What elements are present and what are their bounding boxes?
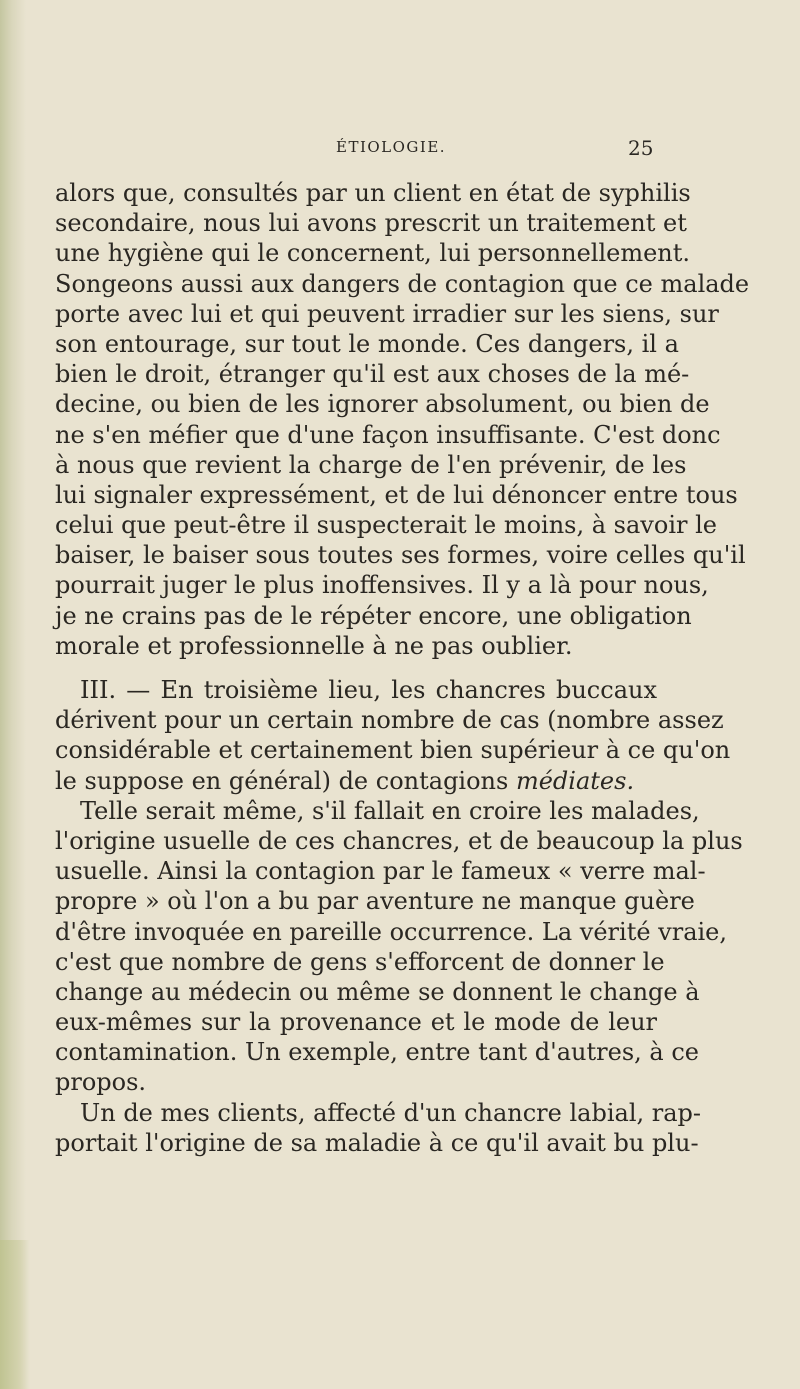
page-edge-shadow	[0, 0, 26, 1389]
body-text	[55, 178, 750, 1158]
text-line: alors que, consultés par un client en état de syphilis	[55, 179, 691, 207]
text-line: porte avec lui et qui peuvent irradier sur les siens, sur	[55, 299, 719, 328]
page-number: 25	[628, 136, 654, 160]
text-line: à nous que revient la charge de l'en prévenir, de les	[55, 450, 687, 479]
text-line: eux-mêmes sur la provenance et le mode de leur	[55, 1008, 657, 1037]
paragraph-4	[55, 1098, 701, 1158]
text-line: contamination. Un exemple, entre tant d'autres, à ce	[55, 1038, 699, 1067]
text-line: ne s'en méfier que d'une façon insuffisante. C'est donc	[55, 420, 721, 449]
text-line: morale et professionnelle à ne pas oublier.	[55, 631, 573, 660]
running-head: ÉTIOLOGIE.	[336, 138, 447, 156]
text-line: son entourage, sur tout le monde. Ces dangers, il a	[55, 329, 679, 358]
text-segment: le suppose en général) de contagions	[55, 766, 509, 795]
paragraph-1	[55, 178, 750, 661]
italic-term: médiates.	[515, 766, 635, 795]
text-line: change au médecin ou même se donnent le change à	[55, 977, 700, 1006]
text-line: pourrait juger le plus inoffensives. Il y a là pour nous,	[55, 571, 709, 600]
text-line: secondaire, nous lui avons prescrit un traitement et	[55, 209, 687, 238]
text-line: une hygiène qui le concernent, lui personnellement.	[55, 239, 691, 268]
text-line: decine, ou bien de les ignorer absolument, ou bien de	[55, 390, 710, 419]
text-line: III. — En troisième lieu, les chancres buccaux	[80, 676, 657, 704]
text-line: bien le droit, étranger qu'il est aux choses de la mé-	[55, 360, 690, 389]
text-line: baiser, le baiser sous toutes ses formes, voire celles qu'il	[55, 541, 746, 570]
text-line: dérivent pour un certain nombre de cas (nombre assez	[55, 706, 724, 735]
paragraph-2	[55, 675, 731, 796]
page-header	[0, 138, 800, 166]
text-line: je ne crains pas de le répéter encore, une obligation	[55, 601, 692, 630]
text-line: Songeons aussi aux dangers de contagion que ce malade	[55, 269, 750, 298]
text-line: l'origine usuelle de ces chancres, et de beaucoup la plus	[55, 826, 743, 855]
text-line: propre » où l'on a bu par aventure ne manque guère	[55, 887, 695, 916]
paragraph-3	[55, 796, 743, 1098]
text-line: celui que peut-être il suspecterait le moins, à savoir le	[55, 511, 717, 540]
text-line-with-italic	[55, 766, 657, 796]
text-line: usuelle. Ainsi la contagion par le fameux « verre mal-	[55, 857, 706, 886]
text-line: propos.	[55, 1068, 147, 1097]
text-line: d'être invoquée en pareille occurrence. La vérité vraie,	[55, 917, 728, 946]
paragraph-gap	[55, 661, 657, 675]
text-line: Telle serait même, s'il fallait en croire les malades,	[80, 796, 700, 825]
text-line: considérable et certainement bien supérieur à ce qu'on	[55, 736, 731, 765]
text-line: portait l'origine de sa maladie à ce qu'il avait bu plu-	[55, 1128, 699, 1157]
text-line: c'est que nombre de gens s'efforcent de donner le	[55, 947, 665, 976]
text-line: Un de mes clients, affecté d'un chancre labial, rap-	[80, 1098, 701, 1127]
text-line: lui signaler expressément, et de lui dénoncer entre tous	[55, 480, 738, 509]
